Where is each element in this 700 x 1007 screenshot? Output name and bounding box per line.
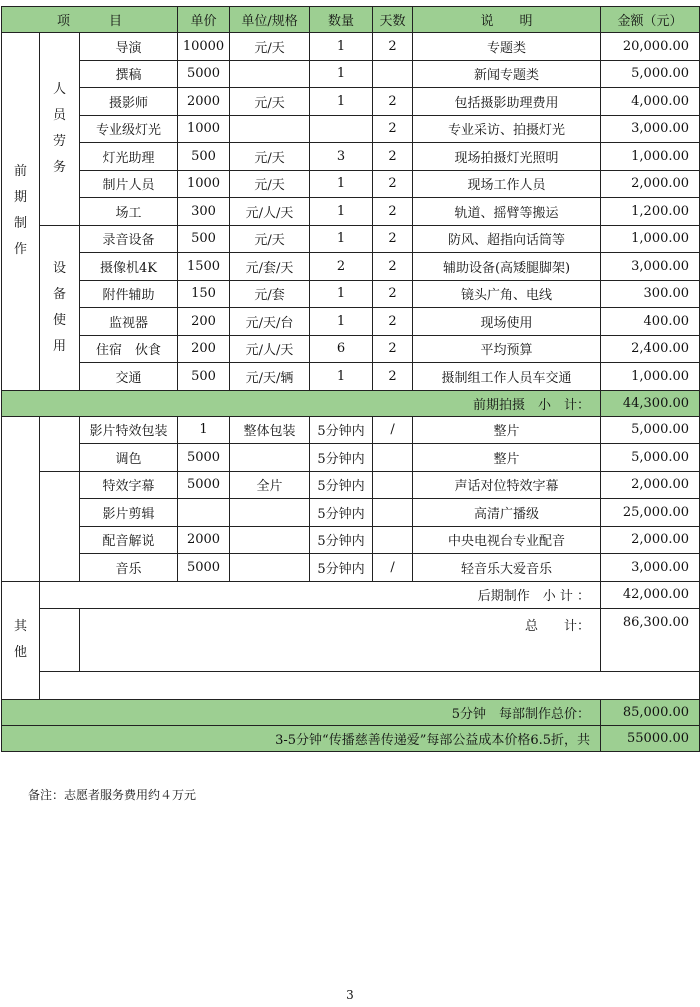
charity-amount: 55000.00 xyxy=(601,725,700,751)
amount: 400.00 xyxy=(601,308,700,336)
amount: 2,000.00 xyxy=(601,170,700,198)
quantity: 1 xyxy=(310,33,373,61)
days: 2 xyxy=(373,198,413,226)
amount: 5,000.00 xyxy=(601,60,700,88)
quantity: 5分钟内 xyxy=(310,554,373,582)
unit-spec xyxy=(230,499,310,527)
table-row xyxy=(2,526,700,554)
post-subtotal-amount: 42,000.00 xyxy=(601,581,700,609)
table-row xyxy=(2,444,700,472)
total-row xyxy=(2,609,700,672)
unit-spec: 元/人/天 xyxy=(230,198,310,226)
item-name: 音乐 xyxy=(80,554,178,582)
item-name: 专业级灯光 xyxy=(80,115,178,143)
table-row xyxy=(2,143,700,171)
unit-spec: 元/套/天 xyxy=(230,253,310,281)
days: 2 xyxy=(373,308,413,336)
per-piece-amount: 85,000.00 xyxy=(601,699,700,725)
quantity: 1 xyxy=(310,198,373,226)
description: 轨道、摇臂等搬运 xyxy=(413,198,601,226)
header-row xyxy=(2,7,700,33)
days: / xyxy=(373,416,413,444)
description: 新闻专题类 xyxy=(413,60,601,88)
budget-table xyxy=(1,6,700,752)
table-row xyxy=(2,499,700,527)
days xyxy=(373,471,413,499)
quantity: 5分钟内 xyxy=(310,416,373,444)
description: 轻音乐大爱音乐 xyxy=(413,554,601,582)
quantity: 5分钟内 xyxy=(310,444,373,472)
amount: 5,000.00 xyxy=(601,444,700,472)
unit-price: 2000 xyxy=(178,526,230,554)
header-amount: 金额（元） xyxy=(601,7,700,33)
days xyxy=(373,526,413,554)
item-name: 特效字幕 xyxy=(80,471,178,499)
description: 现场拍摄灯光照明 xyxy=(413,143,601,171)
total-amount: 86,300.00 xyxy=(601,609,700,672)
quantity: 5分钟内 xyxy=(310,499,373,527)
description: 中央电视台专业配音 xyxy=(413,526,601,554)
quantity: 1 xyxy=(310,308,373,336)
description: 镜头广角、电线 xyxy=(413,280,601,308)
post-group-blank xyxy=(2,416,40,581)
table-row xyxy=(2,554,700,582)
unit-spec: 元/天 xyxy=(230,33,310,61)
unit-price: 200 xyxy=(178,308,230,336)
item-name: 配音解说 xyxy=(80,526,178,554)
table-row xyxy=(2,198,700,226)
item-name: 监视器 xyxy=(80,308,178,336)
unit-spec: 元/天/台 xyxy=(230,308,310,336)
days: 2 xyxy=(373,253,413,281)
unit-price: 500 xyxy=(178,143,230,171)
quantity: 6 xyxy=(310,335,373,363)
amount: 20,000.00 xyxy=(601,33,700,61)
blank-row xyxy=(2,672,700,700)
unit-price: 5000 xyxy=(178,444,230,472)
charity-label: 3-5分钟“传播慈善传递爱”每部公益成本价格6.5折，共 xyxy=(2,725,601,751)
group-equipment xyxy=(40,225,80,390)
unit-price: 500 xyxy=(178,363,230,391)
days: 2 xyxy=(373,280,413,308)
item-name: 调色 xyxy=(80,444,178,472)
pre-subtotal-row xyxy=(2,390,700,416)
table-row xyxy=(2,170,700,198)
amount: 3,000.00 xyxy=(601,253,700,281)
description: 现场使用 xyxy=(413,308,601,336)
header-days: 天数 xyxy=(373,7,413,33)
unit-price: 5000 xyxy=(178,471,230,499)
amount: 3,000.00 xyxy=(601,554,700,582)
unit-price: 200 xyxy=(178,335,230,363)
table-row xyxy=(2,363,700,391)
blank-wide xyxy=(40,672,700,700)
group-pre-production-text: 前期制作 xyxy=(13,164,27,258)
description: 平均预算 xyxy=(413,335,601,363)
table-row xyxy=(2,471,700,499)
amount: 1,200.00 xyxy=(601,198,700,226)
quantity: 5分钟内 xyxy=(310,471,373,499)
unit-price: 5000 xyxy=(178,60,230,88)
amount: 1,000.00 xyxy=(601,225,700,253)
quantity: 3 xyxy=(310,143,373,171)
quantity: 1 xyxy=(310,225,373,253)
unit-spec: 元/套 xyxy=(230,280,310,308)
unit-price: 10000 xyxy=(178,33,230,61)
quantity: 2 xyxy=(310,253,373,281)
unit-price: 2000 xyxy=(178,88,230,116)
table-row xyxy=(2,308,700,336)
description: 整片 xyxy=(413,444,601,472)
post-subgroup-blank-b xyxy=(40,471,80,581)
description: 摄制组工作人员车交通 xyxy=(413,363,601,391)
days: 2 xyxy=(373,143,413,171)
days xyxy=(373,60,413,88)
group-pre-production xyxy=(2,33,40,391)
unit-spec xyxy=(230,115,310,143)
quantity: 1 xyxy=(310,280,373,308)
unit-spec xyxy=(230,554,310,582)
header-unit-spec: 单位/规格 xyxy=(230,7,310,33)
item-name: 导演 xyxy=(80,33,178,61)
days: 2 xyxy=(373,170,413,198)
unit-spec: 整体包装 xyxy=(230,416,310,444)
unit-price xyxy=(178,499,230,527)
unit-price: 300 xyxy=(178,198,230,226)
unit-price: 1 xyxy=(178,416,230,444)
per-piece-row xyxy=(2,699,700,725)
item-name: 录音设备 xyxy=(80,225,178,253)
days: 2 xyxy=(373,33,413,61)
charity-row xyxy=(2,725,700,751)
quantity: 1 xyxy=(310,60,373,88)
amount: 1,000.00 xyxy=(601,143,700,171)
days: 2 xyxy=(373,363,413,391)
days: / xyxy=(373,554,413,582)
item-name: 影片剪辑 xyxy=(80,499,178,527)
amount: 5,000.00 xyxy=(601,416,700,444)
item-name: 交通 xyxy=(80,363,178,391)
table-row xyxy=(2,33,700,61)
table-row xyxy=(2,335,700,363)
item-name: 摄影师 xyxy=(80,88,178,116)
days: 2 xyxy=(373,225,413,253)
note: 备注：志愿者服务费用约４万元 xyxy=(28,788,197,802)
item-name: 场工 xyxy=(80,198,178,226)
unit-spec: 元/天 xyxy=(230,88,310,116)
item-name: 撰稿 xyxy=(80,60,178,88)
table-row xyxy=(2,416,700,444)
post-subtotal-row xyxy=(2,581,700,609)
per-piece-label: 5分钟 每部制作总价： xyxy=(2,699,601,725)
description: 防风、超指向话筒等 xyxy=(413,225,601,253)
group-other-text: 其他 xyxy=(13,619,27,660)
description: 声话对位特效字幕 xyxy=(413,471,601,499)
amount: 2,000.00 xyxy=(601,471,700,499)
table-row xyxy=(2,60,700,88)
unit-price: 5000 xyxy=(178,554,230,582)
unit-spec xyxy=(230,444,310,472)
quantity: 5分钟内 xyxy=(310,526,373,554)
unit-price: 500 xyxy=(178,225,230,253)
unit-price: 150 xyxy=(178,280,230,308)
unit-spec xyxy=(230,60,310,88)
days xyxy=(373,444,413,472)
item-name: 影片特效包装 xyxy=(80,416,178,444)
header-unit-price: 单价 xyxy=(178,7,230,33)
quantity: 1 xyxy=(310,363,373,391)
table-row xyxy=(2,88,700,116)
amount: 2,000.00 xyxy=(601,526,700,554)
page-number: 3 xyxy=(346,988,354,1002)
item-name: 灯光助理 xyxy=(80,143,178,171)
table-row xyxy=(2,280,700,308)
total-spacer xyxy=(40,609,80,672)
description: 现场工作人员 xyxy=(413,170,601,198)
amount: 25,000.00 xyxy=(601,499,700,527)
amount: 2,400.00 xyxy=(601,335,700,363)
item-name: 住宿 伙食 xyxy=(80,335,178,363)
header-description: 说 明 xyxy=(413,7,601,33)
quantity: 1 xyxy=(310,170,373,198)
table-row xyxy=(2,115,700,143)
unit-spec: 元/天/辆 xyxy=(230,363,310,391)
header-quantity: 数量 xyxy=(310,7,373,33)
description: 整片 xyxy=(413,416,601,444)
pre-subtotal-amount: 44,300.00 xyxy=(601,390,700,416)
item-name: 制片人员 xyxy=(80,170,178,198)
amount: 300.00 xyxy=(601,280,700,308)
item-name: 附件辅助 xyxy=(80,280,178,308)
group-staff-text: 人员劳务 xyxy=(52,81,66,175)
description: 辅助设备(高矮腿脚架) xyxy=(413,253,601,281)
total-label: 总 计： xyxy=(80,609,601,672)
table-row xyxy=(2,253,700,281)
unit-spec: 元/天 xyxy=(230,143,310,171)
amount: 1,000.00 xyxy=(601,363,700,391)
description: 包括摄影助理费用 xyxy=(413,88,601,116)
post-subtotal-label: 后期制作 小 计 ： xyxy=(40,581,601,609)
header-item: 项 目 xyxy=(2,7,178,33)
unit-spec: 元/天 xyxy=(230,170,310,198)
group-other xyxy=(2,581,40,699)
description: 专题类 xyxy=(413,33,601,61)
post-subgroup-blank-a xyxy=(40,416,80,471)
unit-spec: 全片 xyxy=(230,471,310,499)
days: 2 xyxy=(373,88,413,116)
group-staff xyxy=(40,33,80,226)
table-row xyxy=(2,225,700,253)
unit-spec: 元/天 xyxy=(230,225,310,253)
group-equipment-text: 设备使用 xyxy=(52,260,66,354)
unit-price: 1500 xyxy=(178,253,230,281)
quantity: 1 xyxy=(310,88,373,116)
amount: 4,000.00 xyxy=(601,88,700,116)
days xyxy=(373,499,413,527)
unit-price: 1000 xyxy=(178,170,230,198)
amount: 3,000.00 xyxy=(601,115,700,143)
unit-spec xyxy=(230,526,310,554)
quantity xyxy=(310,115,373,143)
description: 高清广播级 xyxy=(413,499,601,527)
pre-subtotal-label: 前期拍摄 小 计： xyxy=(2,390,601,416)
description: 专业采访、拍摄灯光 xyxy=(413,115,601,143)
unit-price: 1000 xyxy=(178,115,230,143)
days: 2 xyxy=(373,335,413,363)
days: 2 xyxy=(373,115,413,143)
unit-spec: 元/人/天 xyxy=(230,335,310,363)
item-name: 摄像机4K xyxy=(80,253,178,281)
